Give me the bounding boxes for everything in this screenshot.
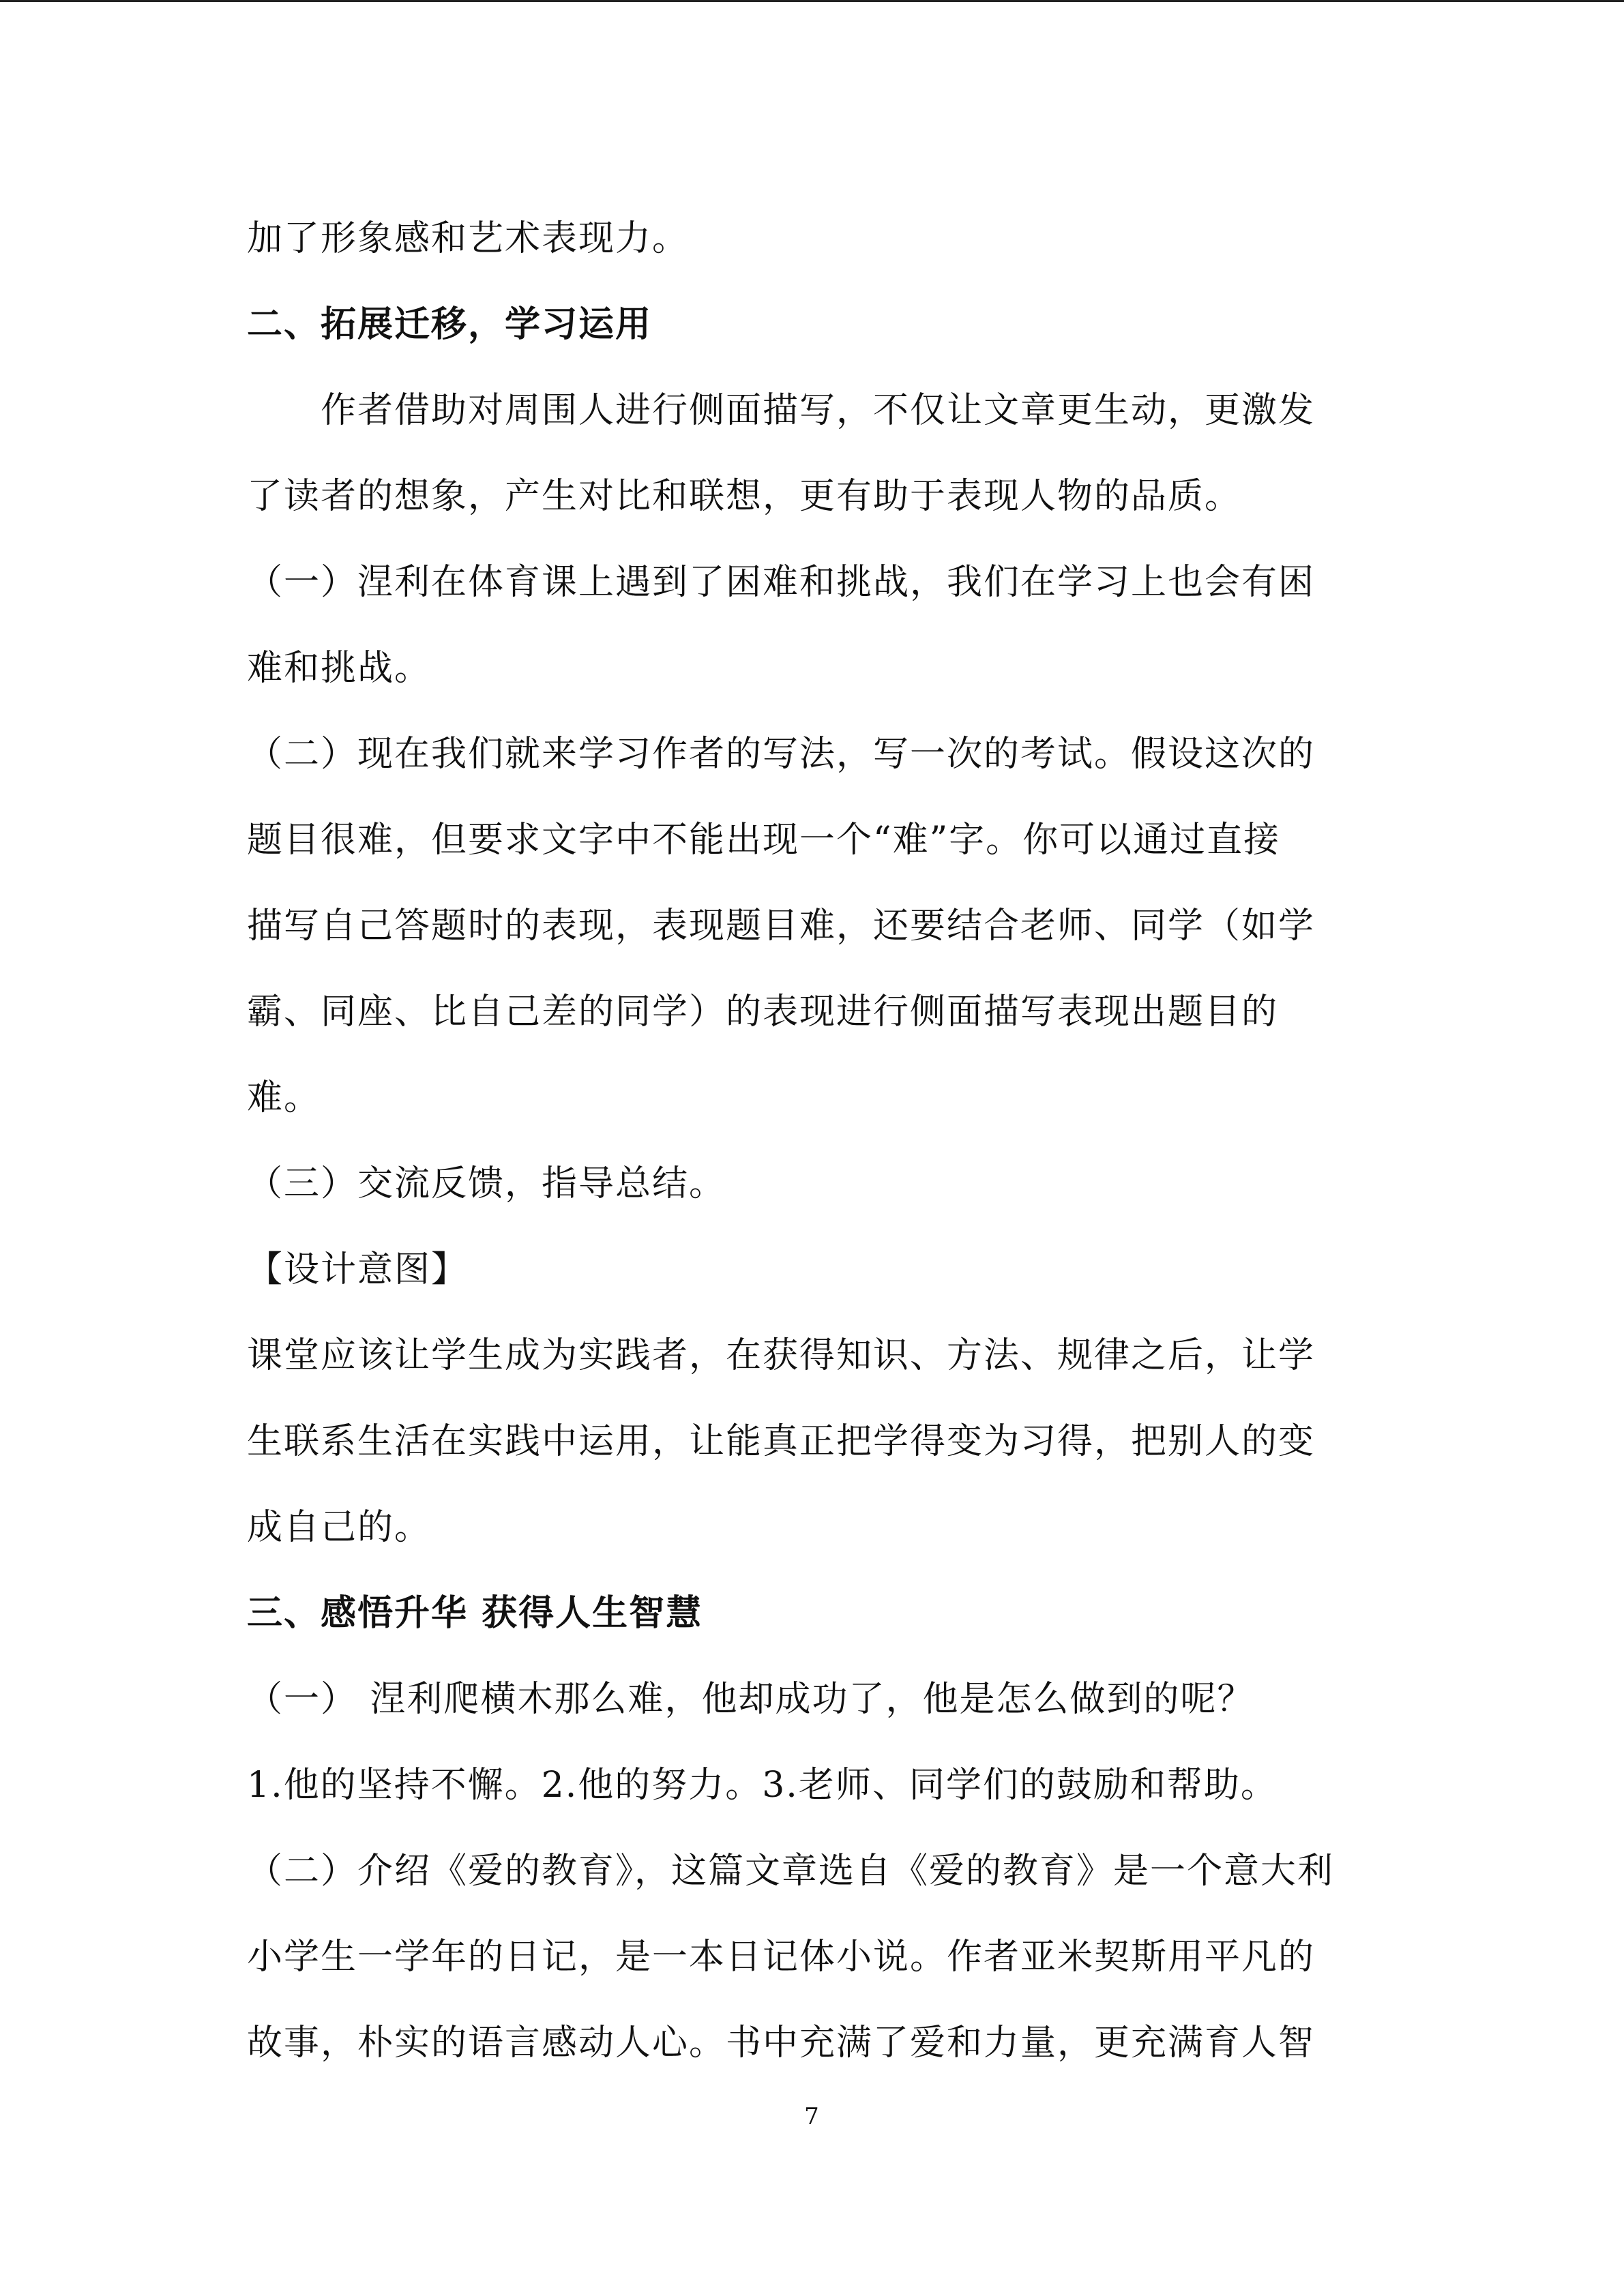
body-text-line: 题目很难，但要求文字中不能出现一个“难”字。你可以通过直接 [247, 820, 1281, 861]
body-text-line: 生联系生活在实践中运用，让能真正把学得变为习得，把别人的变 [247, 1421, 1316, 1462]
body-text-line: 作者借助对周围人进行侧面描写，不仅让文章更生动，更激发 [321, 390, 1316, 431]
section-heading: 三、感悟升华 获得人生智慧 [247, 1592, 703, 1634]
body-text-line: 了读者的想象，产生对比和联想，更有助于表现人物的品质。 [247, 476, 1242, 517]
body-text-line: （三）交流反馈，指导总结。 [247, 1163, 726, 1204]
body-text-line: 1.他的坚持不懈。2.他的努力。3.老师、同学们的鼓励和帮助。 [247, 1765, 1278, 1806]
body-text-line: 描写自己答题时的表现，表现题目难，还要结合老师、同学（如学 [247, 906, 1316, 946]
top-border-line [0, 0, 1624, 2]
body-text-line: 霸、同座、比自己差的同学）的表现进行侧面描写表现出题目的 [247, 992, 1279, 1032]
body-text-line: 故事，朴实的语言感动人心。书中充满了爱和力量，更充满育人智 [247, 2023, 1316, 2063]
body-text-line: （一） 涅利爬横木那么难，他却成功了，他是怎么做到的呢？ [247, 1679, 1254, 1720]
page-number: 7 [804, 2103, 819, 2130]
body-text-line: 成自己的。 [247, 1507, 432, 1548]
design-intent-label: 【设计意图】 [247, 1249, 469, 1290]
body-text-line: （一）涅利在体育课上遇到了困难和挑战，我们在学习上也会有困 [247, 562, 1316, 603]
body-text-line: 加了形象感和艺术表现力。 [247, 218, 690, 259]
body-text-line: （二）介绍《爱的教育》，这篇文章选自《爱的教育》是一个意大利 [247, 1851, 1335, 1892]
body-text-line: 难和挑战。 [247, 648, 432, 689]
body-text-line: 课堂应该让学生成为实践者，在获得知识、方法、规律之后，让学 [247, 1335, 1316, 1376]
body-text-line: 小学生一学年的日记，是一本日记体小说。作者亚米契斯用平凡的 [247, 1937, 1316, 1978]
body-text-line: （二）现在我们就来学习作者的写法，写一次的考试。假设这次的 [247, 734, 1316, 775]
body-text-line: 难。 [247, 1077, 321, 1118]
section-heading: 二、拓展迁移，学习运用 [247, 303, 653, 345]
